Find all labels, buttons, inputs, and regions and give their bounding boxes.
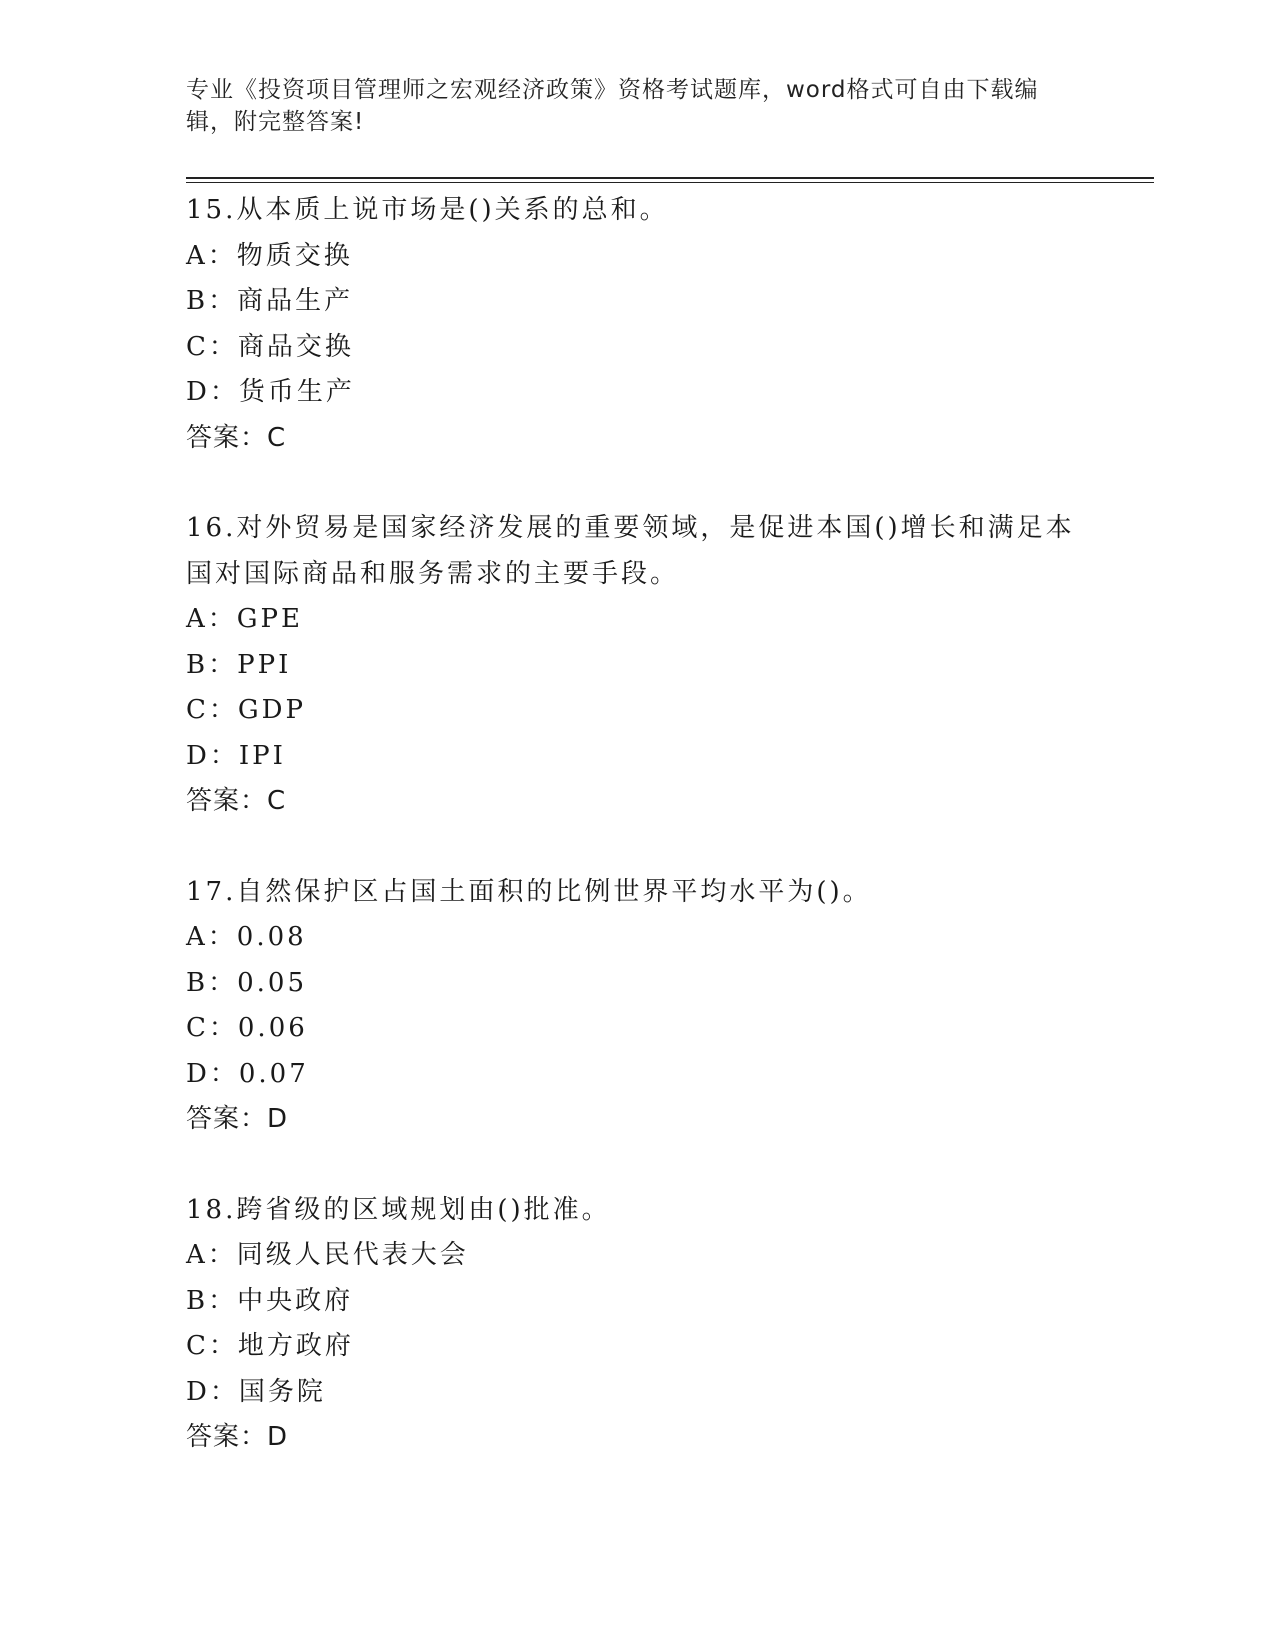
question-stem: 17.自然保护区占国土面积的比例世界平均水平为()。 <box>186 876 872 907</box>
question-17 <box>186 870 1086 1143</box>
option-d: D：货币生产 <box>186 377 355 407</box>
option-a: A：同级人民代表大会 <box>186 1240 469 1270</box>
option-c: C：GDP <box>186 695 307 725</box>
option-d: D：IPI <box>186 740 286 771</box>
option-c: C：地方政府 <box>186 1331 354 1361</box>
question-15 <box>186 188 1086 461</box>
answer-label: 答案：D <box>186 1422 289 1452</box>
answer-label: 答案：D <box>186 1104 289 1134</box>
option-d: D：0.07 <box>186 1058 309 1089</box>
option-c: C：0.06 <box>186 1013 308 1043</box>
option-b: B：中央政府 <box>186 1285 354 1316</box>
question-stem: 16.对外贸易是国家经济发展的重要领域，是促进本国()增长和满足本国对国际商品和服务需求的主要手段。 <box>186 513 1075 589</box>
question-18 <box>186 1188 1086 1461</box>
question-stem: 15.从本质上说市场是()关系的总和。 <box>186 195 669 225</box>
header-divider-thin <box>186 182 1154 183</box>
header-divider-thick <box>186 177 1154 179</box>
question-16 <box>186 506 1086 825</box>
option-b: B：0.05 <box>186 967 307 998</box>
option-b: B：PPI <box>186 649 292 680</box>
option-c: C：商品交换 <box>186 331 354 362</box>
option-b: B：商品生产 <box>186 286 354 316</box>
question-stem: 18.跨省级的区域规划由()批准。 <box>186 1194 611 1225</box>
option-a: A：GPE <box>186 604 304 634</box>
option-d: D：国务院 <box>186 1376 326 1407</box>
option-a: A：物质交换 <box>186 240 353 271</box>
option-a: A：0.08 <box>186 922 307 952</box>
question-list <box>186 188 1086 1506</box>
document-header: 专业《投资项目管理师之宏观经济政策》资格考试题库，word格式可自由下载编辑，附完整答案! <box>186 77 1039 135</box>
answer-label: 答案：C <box>186 422 287 453</box>
answer-label: 答案：C <box>186 786 287 816</box>
